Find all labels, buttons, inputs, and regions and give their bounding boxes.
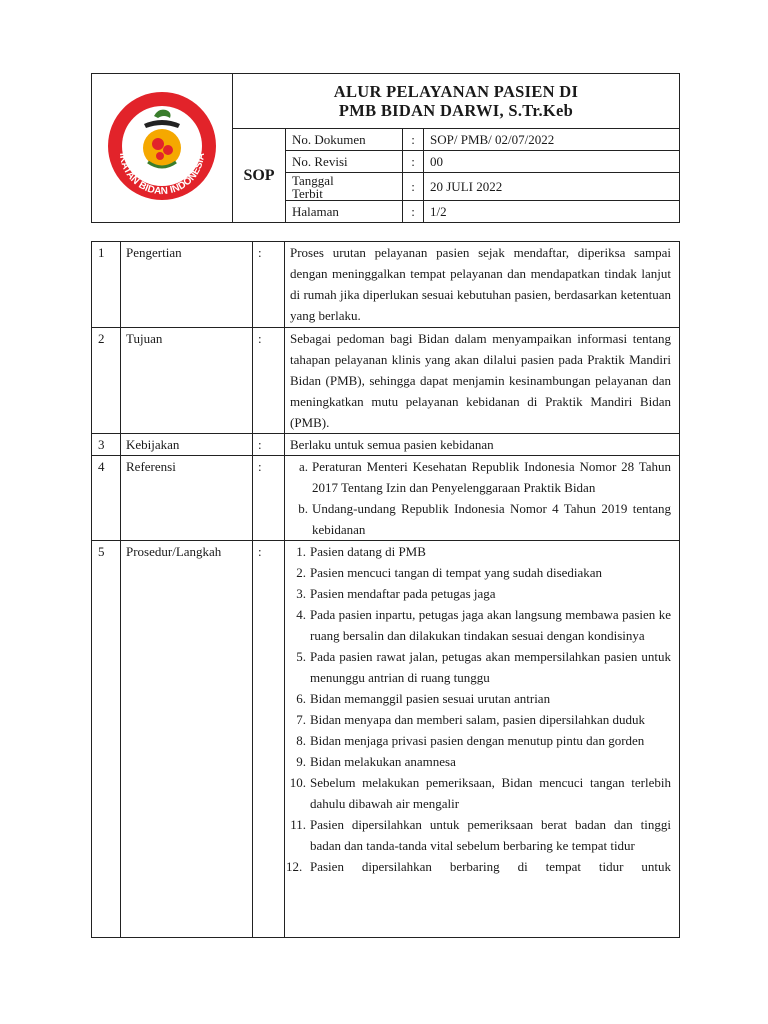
section-colon: : [253, 434, 285, 456]
list-item: 10. Sebelum melakukan pemeriksaan, Bidan mencuci tangan terlebih dahulu dibawah air mengalir [289, 775, 671, 811]
doc-number-colon: : [403, 129, 424, 151]
revision-value: 00 [424, 151, 680, 173]
list-item: 7. Bidan menyapa dan memberi salam, pasien dipersilahkan duduk [296, 712, 646, 727]
row-number: 3 [92, 434, 121, 456]
list-item: 4. Pada pasien inpartu, petugas jaga akan langsung membawa pasien ke ruang bersalin dan dilakukan tindakan sesuai dengan kondisinya [296, 607, 671, 643]
issue-date-colon: : [403, 173, 424, 201]
list-item: 9. Bidan melakukan anamnesa [296, 754, 456, 769]
page-value: 1/2 [424, 201, 680, 223]
section-label-kebijakan: Kebijakan [121, 434, 253, 456]
row-number: 4 [92, 456, 121, 541]
list-item: 5. Pada pasien rawat jalan, petugas akan mempersilahkan pasien untuk menunggu antrian di ruang tunggu [296, 649, 671, 685]
logo-ring-text: IKATAN BIDAN INDONESIA [116, 151, 208, 197]
doc-number-value: SOP/ PMB/ 02/07/2022 [424, 129, 680, 151]
title-line-2: PMB BIDAN DARWI, S.Tr.Keb [338, 101, 574, 120]
table-row [92, 328, 680, 434]
revision-colon: : [403, 151, 424, 173]
list-item: 11. Pasien dipersilahkan untuk pemeriksaan berat badan dan tinggi badan dan tanda-tanda vital sebelum berbaring ke tempat tidur [290, 817, 671, 853]
pengertian-text: Proses urutan pelayanan pasien sejak mendaftar, diperiksa sampai dengan meninggalkan tempat pelayanan dan mendapatkan tindak lanjut di rumah jika diperlukan sesuai kebutuhan pasien, berdasarkan ketentuan yang berlaku. [285, 242, 680, 328]
document-title [233, 74, 680, 129]
row-number: 5 [92, 541, 121, 938]
section-colon: : [253, 242, 285, 328]
issue-date-label: Tanggal Terbit [286, 173, 403, 201]
tujuan-text: Sebagai pedoman bagi Bidan dalam menyampaikan informasi tentang tahapan pelayanan klinis yang akan dilalui pasien pada Praktik Mandiri Bidan (PMB), sehingga dapat menjamin kesinambungan pelayanan dan meningkatkan mutu pelayanan kebidanan di Praktik Mandiri Bidan (PMB). [285, 328, 680, 434]
section-colon: : [253, 328, 285, 434]
page-label: Halaman [286, 201, 403, 223]
list-item: 6. Bidan memanggil pasien sesuai urutan antrian [296, 691, 551, 706]
title-line-1: ALUR PELAYANAN PASIEN DI [333, 82, 579, 101]
page-colon: : [403, 201, 424, 223]
list-item: 3. Pasien mendaftar pada petugas jaga [296, 586, 496, 601]
ikatan-bidan-logo [100, 86, 224, 206]
list-item: 1. Pasien datang di PMB [296, 544, 426, 559]
table-row [92, 434, 680, 456]
row-number: 1 [92, 242, 121, 328]
list-item: 8. Bidan menjaga privasi pasien dengan menutup pintu dan gorden [296, 733, 645, 748]
section-label-prosedur: Prosedur/Langkah [121, 541, 253, 938]
section-label-tujuan: Tujuan [121, 328, 253, 434]
logo-cell [92, 74, 233, 223]
issue-date-value: 20 JULI 2022 [424, 173, 680, 201]
section-label-referensi: Referensi [121, 456, 253, 541]
sop-content-table [91, 241, 680, 938]
table-row [92, 541, 680, 938]
table-row [92, 456, 680, 541]
doc-number-label: No. Dokumen [286, 129, 403, 151]
list-item: b. Undang-undang Republik Indonesia Nomor 4 Tahun 2019 tentang kebidanan [298, 501, 671, 537]
row-number: 2 [92, 328, 121, 434]
document-header [91, 73, 680, 223]
table-row [92, 242, 680, 328]
prosedur-list [285, 541, 680, 938]
section-label-pengertian: Pengertian [121, 242, 253, 328]
section-colon: : [253, 541, 285, 938]
list-item: 2. Pasien mencuci tangan di tempat yang sudah disediakan [296, 565, 603, 580]
sop-label: SOP [233, 129, 286, 223]
list-item: 12. Pasien dipersilahkan berbaring di tempat tidur untuk [286, 859, 671, 874]
kebijakan-text: Berlaku untuk semua pasien kebidanan [285, 434, 680, 456]
referensi-list [285, 456, 680, 541]
revision-label: No. Revisi [286, 151, 403, 173]
section-colon: : [253, 456, 285, 541]
list-item: a. Peraturan Menteri Kesehatan Republik Indonesia Nomor 28 Tahun 2017 Tentang Izin dan Penyelenggaraan Praktik Bidan [298, 459, 671, 495]
